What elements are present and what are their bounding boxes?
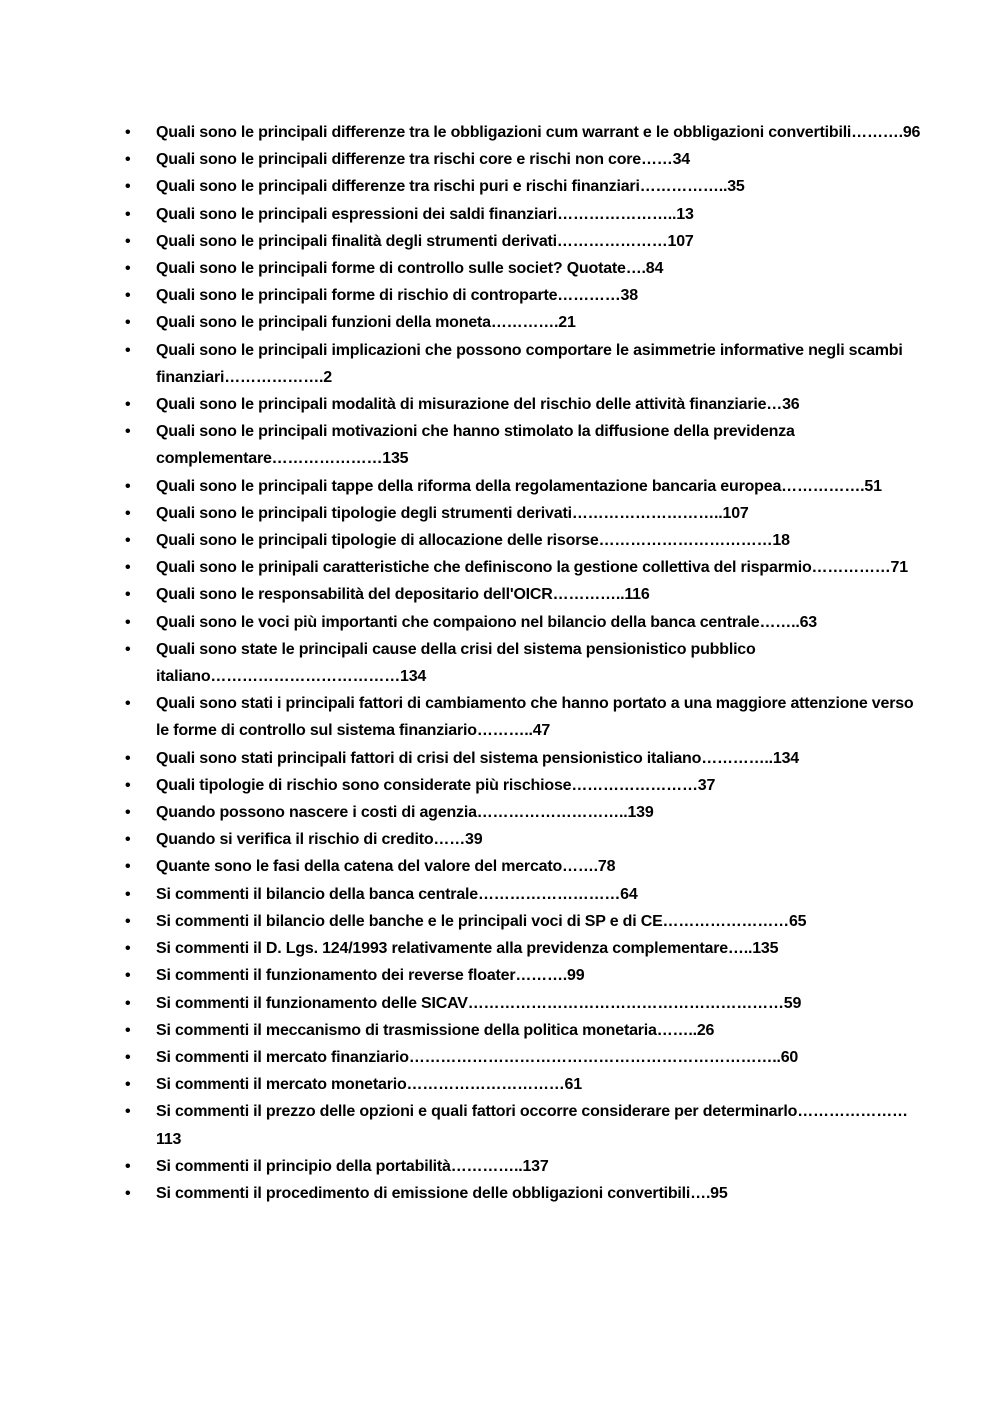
toc-entry <box>125 1180 925 1207</box>
toc-entry-text: Si commenti il meccanismo di trasmissione della politica monetaria……..26 <box>156 1021 715 1039</box>
bullet-icon: • <box>125 994 131 1012</box>
toc-entry <box>125 527 925 554</box>
toc-entry <box>125 309 925 336</box>
toc-entry <box>125 255 925 282</box>
toc-entry <box>125 554 925 581</box>
toc-entry-text: Quali sono le responsabilità del depositario dell'OICR…………..116 <box>156 586 650 604</box>
bullet-icon: • <box>125 287 131 305</box>
toc-entry-text: Si commenti il funzionamento delle SICAV……………………………………………………59 <box>156 994 802 1012</box>
bullet-icon: • <box>125 1103 131 1121</box>
bullet-icon: • <box>125 940 131 958</box>
bullet-icon: • <box>125 885 131 903</box>
toc-entry-text: Si commenti il funzionamento dei reverse floater……….99 <box>156 967 585 985</box>
toc-entry <box>125 228 925 255</box>
toc-entry-text: Quali sono le voci più importanti che compaiono nel bilancio della banca centrale……..63 <box>156 613 817 631</box>
bullet-icon: • <box>125 776 131 794</box>
bullet-icon: • <box>125 205 131 223</box>
toc-entry-text: Quali sono le prinipali caratteristiche che definiscono la gestione collettiva del risparmio……………71 <box>156 559 908 577</box>
toc-entry-text: Quali sono stati i principali fattori di cambiamento che hanno portato a una maggiore attenzione verso le forme di controllo sul sistema finanziario………..47 <box>156 695 914 740</box>
toc-entry-text: Si commenti il D. Lgs. 124/1993 relativamente alla previdenza complementare…..135 <box>156 940 779 958</box>
bullet-icon: • <box>125 1157 131 1175</box>
toc-entry <box>125 391 925 418</box>
bullet-icon: • <box>125 1048 131 1066</box>
toc-entry-text: Quali sono le principali forme di controllo sulle societ? Quotate….84 <box>156 260 664 278</box>
toc-entry-text: Quando si verifica il rischio di credito……39 <box>156 831 483 849</box>
toc-entry <box>125 690 925 744</box>
bullet-icon: • <box>125 532 131 550</box>
toc-entry <box>125 908 925 935</box>
bullet-icon: • <box>125 559 131 577</box>
toc-entry <box>125 1017 925 1044</box>
bullet-icon: • <box>125 232 131 250</box>
toc-entry <box>125 1098 925 1152</box>
toc-list <box>125 119 925 1207</box>
toc-entry-text: Quali sono le principali finalità degli strumenti derivati…………………107 <box>156 232 694 250</box>
toc-entry <box>125 990 925 1017</box>
toc-entry <box>125 962 925 989</box>
toc-entry-text: Quali sono le principali forme di rischio di controparte…………38 <box>156 287 638 305</box>
bullet-icon: • <box>125 477 131 495</box>
bullet-icon: • <box>125 1076 131 1094</box>
toc-entry <box>125 173 925 200</box>
toc-entry-text: Si commenti il procedimento di emissione delle obbligazioni convertibili….95 <box>156 1184 728 1202</box>
toc-entry <box>125 826 925 853</box>
bullet-icon: • <box>125 967 131 985</box>
toc-entry <box>125 581 925 608</box>
toc-entry <box>125 772 925 799</box>
bullet-icon: • <box>125 912 131 930</box>
toc-entry <box>125 1044 925 1071</box>
toc-entry-text: Si commenti il prezzo delle opzioni e quali fattori occorre considerare per determinarlo…………………113 <box>156 1103 908 1148</box>
bullet-icon: • <box>125 341 131 359</box>
toc-entry <box>125 201 925 228</box>
bullet-icon: • <box>125 260 131 278</box>
toc-entry-text: Quali tipologie di rischio sono considerate più rischiose……………………37 <box>156 776 716 794</box>
toc-entry-text: Quali sono le principali modalità di misurazione del rischio delle attività finanziarie…36 <box>156 396 800 414</box>
toc-entry-text: Quali sono le principali tipologie degli strumenti derivati………………………..107 <box>156 504 749 522</box>
toc-entry <box>125 935 925 962</box>
toc-entry <box>125 337 925 391</box>
bullet-icon: • <box>125 613 131 631</box>
bullet-icon: • <box>125 1184 131 1202</box>
bullet-icon: • <box>125 314 131 332</box>
toc-entry <box>125 881 925 908</box>
bullet-icon: • <box>125 178 131 196</box>
bullet-icon: • <box>125 858 131 876</box>
toc-entry <box>125 1153 925 1180</box>
bullet-icon: • <box>125 695 131 713</box>
toc-entry <box>125 119 925 146</box>
toc-entry <box>125 282 925 309</box>
toc-entry-text: Quali sono le principali implicazioni che possono comportare le asimmetrie informative negli scambi finanziari……………….2 <box>156 341 903 386</box>
toc-entry-text: Quali sono stati principali fattori di crisi del sistema pensionistico italiano…………..134 <box>156 749 799 767</box>
toc-entry <box>125 146 925 173</box>
bullet-icon: • <box>125 504 131 522</box>
bullet-icon: • <box>125 831 131 849</box>
toc-entry-text: Quali sono le principali tipologie di allocazione delle risorse……………………………18 <box>156 532 790 550</box>
toc-entry-text: Si commenti il mercato finanziario……………………………………………………………..60 <box>156 1048 799 1066</box>
bullet-icon: • <box>125 1021 131 1039</box>
toc-entry-text: Quando possono nascere i costi di agenzia………………………..139 <box>156 804 654 822</box>
bullet-icon: • <box>125 151 131 169</box>
toc-entry <box>125 609 925 636</box>
toc-entry-text: Si commenti il bilancio della banca centrale………………………64 <box>156 885 638 903</box>
toc-entry-text: Quante sono le fasi della catena del valore del mercato…….78 <box>156 858 616 876</box>
toc-entry-text: Quali sono le principali differenze tra rischi puri e rischi finanziari……………..35 <box>156 178 745 196</box>
bullet-icon: • <box>125 124 131 141</box>
toc-entry-text: Quali sono le principali differenze tra rischi core e rischi non core……34 <box>156 151 691 169</box>
toc-entry-text: Quali sono le principali differenze tra le obbligazioni cum warrant e le obbligazioni convertibili……….96 <box>156 124 921 141</box>
toc-entry-text: Si commenti il principio della portabilità…………..137 <box>156 1157 549 1175</box>
toc-entry-text: Quali sono le principali tappe della riforma della regolamentazione bancaria europea…………….51 <box>156 477 882 495</box>
bullet-icon: • <box>125 423 131 441</box>
toc-entry <box>125 745 925 772</box>
toc-entry <box>125 473 925 500</box>
bullet-icon: • <box>125 804 131 822</box>
toc-entry <box>125 636 925 690</box>
toc-entry <box>125 853 925 880</box>
toc-entry <box>125 500 925 527</box>
bullet-icon: • <box>125 586 131 604</box>
toc-entry-text: Quali sono le principali espressioni dei saldi finanziari…………………..13 <box>156 205 694 223</box>
bullet-icon: • <box>125 749 131 767</box>
bullet-icon: • <box>125 396 131 414</box>
bullet-icon: • <box>125 640 131 658</box>
toc-entry-text: Quali sono le principali funzioni della moneta………….21 <box>156 314 576 332</box>
toc-entry-text: Si commenti il mercato monetario…………………………61 <box>156 1076 582 1094</box>
toc-entry <box>125 1071 925 1098</box>
toc-entry-text: Quali sono le principali motivazioni che hanno stimolato la diffusione della previdenza complementare…………………135 <box>156 423 795 468</box>
toc-entry-text: Quali sono state le principali cause della crisi del sistema pensionistico pubblico italiano………………………………134 <box>156 640 756 686</box>
toc-entry <box>125 799 925 826</box>
toc-entry-text: Si commenti il bilancio delle banche e le principali voci di SP e di CE……………………65 <box>156 912 807 930</box>
toc-entry <box>125 418 925 472</box>
